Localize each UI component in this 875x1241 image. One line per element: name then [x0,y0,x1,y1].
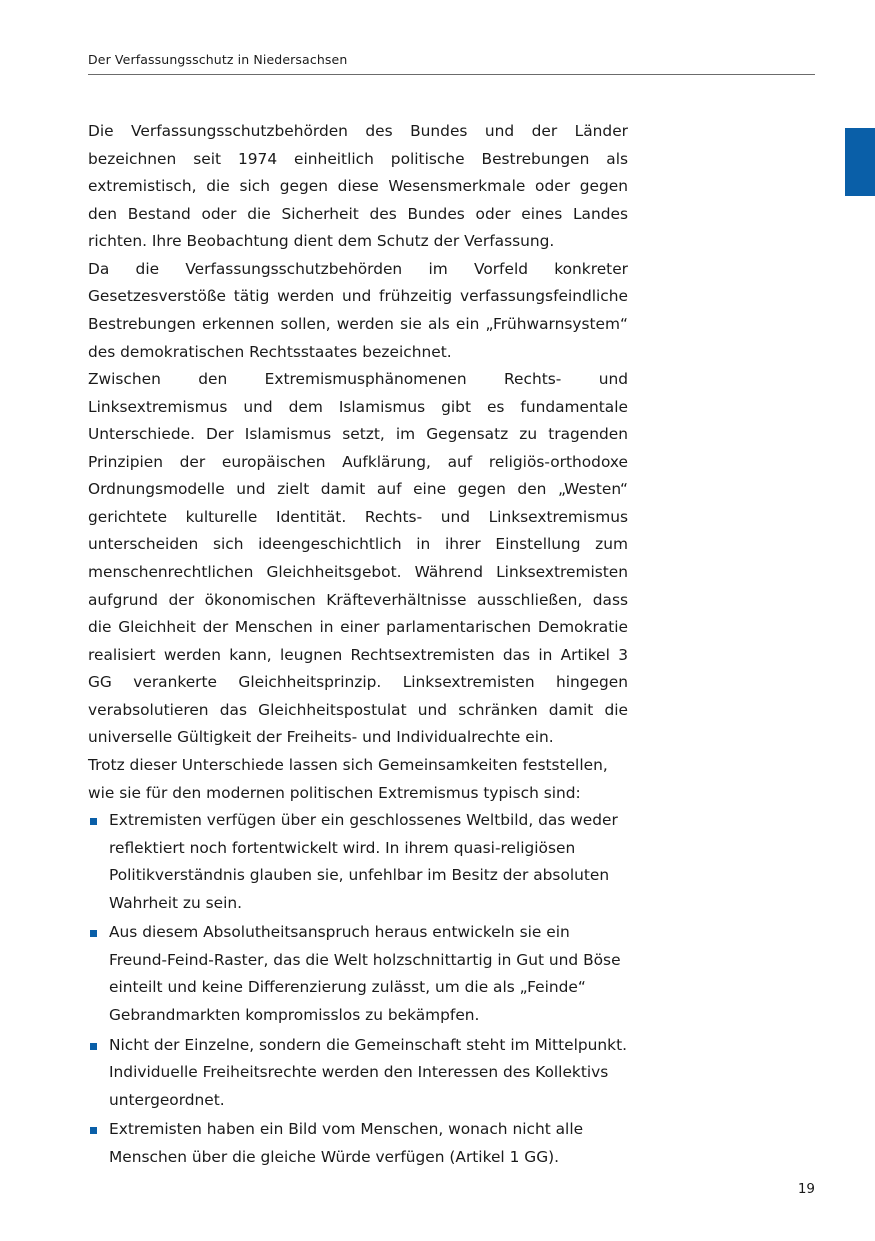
square-bullet-icon [90,1043,97,1050]
list-item [88,1032,628,1115]
paragraph: Zwischen den Extremismusphänomenen Rechts- und Linksextremismus und dem Islamismus gibt es fundamentale Unterschiede. Der Islamismus setzt, im Gegensatz zu tragenden Prinzipien der europäischen Aufklärung, auf religiös-orthodoxe Ordnungsmodelle und zielt damit auf eine gegen den „Westen“ gerichtete kulturelle Identität. Rechts- und Linksextremismus unterscheiden sich ideengeschichtlich in ihrer Einstellung zum menschenrechtlichen Gleichheitsgebot. Während Linksextremisten aufgrund der ökonomischen Kräfteverhältnisse ausschließen, dass die Gleichheit der Menschen in einer parlamentarischen Demokratie realisiert werden kann, leugnen Rechtsextremisten das in Artikel 3 GG verankerte Gleichheitsprinzip. Linksextremisten hingegen verabsolutieren das Gleichheitspostulat und schränken damit die universelle Gültigkeit der Freiheits- und Individualrechte ein. [88,370,628,747]
chapter-tab-marker [845,128,875,196]
square-bullet-icon [90,818,97,825]
bullet-list [88,807,628,1171]
square-bullet-icon [90,1127,97,1134]
paragraph: Da die Verfassungsschutzbehörden im Vorfeld konkreter Gesetzesverstöße tätig werden und frühzeitig verfassungsfeindliche Bestrebungen erkennen sollen, werden sie als ein „Frühwarnsystem“ des demokratischen Rechtsstaates bezeichnet. [88,259,628,361]
page-header [88,52,815,75]
list-item-text: Extremisten haben ein Bild vom Menschen, wonach nicht alle Menschen über die gleiche Würde verfügen (Artikel 1 GG). [109,1120,584,1166]
main-text-column [88,118,628,1173]
header-divider [88,74,815,75]
square-bullet-icon [90,930,97,937]
running-header-title: Der Verfassungsschutz in Niedersachsen [88,52,348,67]
list-item-text: Aus diesem Absolutheitsanspruch heraus entwickeln sie ein Freund-Feind-Raster, das die Welt holzschnittartig in Gut und Böse einteilt und keine Differenzierung zulässt, um die als „Feinde“ Gebrandmarkten kompromisslos zu bekämpfen. [109,923,621,1024]
paragraph: Die Verfassungsschutzbehörden des Bundes und der Länder bezeichnen seit 1974 einheitlich politische Bestrebungen als extremistisch, die sich gegen diese Wesensmerkmale oder gegen den Bestand oder die Sicherheit des Bundes oder eines Landes richten. Ihre Beobachtung dient dem Schutz der Verfassung. [88,122,628,251]
list-item [88,807,628,917]
list-item [88,919,628,1029]
list-item-text: Nicht der Einzelne, sondern die Gemeinschaft steht im Mittelpunkt. Individuelle Freiheitsrechte werden den Interessen des Kollektivs untergeordnet. [109,1035,627,1109]
list-item [88,1116,628,1171]
list-item-text: Extremisten verfügen über ein geschlossenes Weltbild, das weder reflektiert noch fortentwickelt wird. In ihrem quasi-religiösen Politikverständnis glauben sie, unfehlbar im Besitz der absoluten Wahrheit zu sein. [109,811,618,912]
page-number: 19 [797,1181,815,1197]
paragraph: Trotz dieser Unterschiede lassen sich Gemeinsamkeiten feststellen, wie sie für den modernen politischen Extremismus typisch sind: [88,755,608,802]
